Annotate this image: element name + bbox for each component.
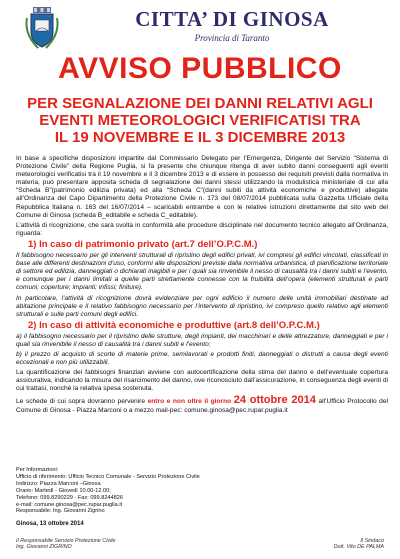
signature-left-name: Ing. Giovanni ZIGRINO [16, 544, 72, 551]
signature-left [16, 538, 186, 551]
city-name: CITTA’ DI GINOSA [135, 7, 329, 31]
subtitle-line: IL 19 NOVEMBRE E IL 3 DICEMBRE 2013 [54, 129, 346, 146]
section-heading-economic: 2) In caso di attività economiche e produttive (art.8 dell’O.P.C.M.) [28, 319, 320, 331]
notice-subtitle [6, 95, 394, 146]
issue-date: Ginosa, 13 ottobre 2014 [16, 521, 84, 527]
deadline-date: 24 ottobre 2014 [233, 393, 316, 406]
deadline-highlight: entro e non oltre il giorno [147, 397, 234, 405]
economic-item-b: b) il prezzo di acquisto di scorte di materie prime, semilavorati e prodotti finiti, danneggiati o distrutti a causa degli eventi eccezionali e non più utilizzabili. [16, 351, 388, 367]
deadline-submission: all’Ufficio Protocollo del Comune di Ginosa - Piazza Marconi o a mezzo mail-pec: comune.ginosa@pec.rupar.puglia.it [16, 397, 388, 414]
info-heading: Per Informazioni: [16, 467, 59, 473]
deadline-text: Le schede di cui sopra dovranno pervenire [16, 397, 148, 405]
section-heading-private: 1) In caso di patrimonio privato (art.7 dell’O.P.C.M.) [28, 238, 258, 250]
notice-title: AVVISO PUBBLICO [58, 52, 342, 85]
info-line: Orario: Martedì - Giovedì 10.00-12.00; [16, 487, 111, 494]
notice-body [16, 155, 388, 417]
signature-right-title: Il Sindaco [360, 538, 384, 544]
coat-of-arms-icon [24, 6, 60, 50]
scope-paragraph: L’attività di ricognizione, che sarà svolta in conformità alle procedure disciplinate nel documento tecnico allegato all’Ordinanza, riguarda: [16, 221, 388, 237]
deadline-paragraph [16, 393, 388, 415]
info-line: Responsabile: Ing. Giovanni Zigrino [16, 508, 105, 515]
info-line: Indirizzo: Piazza Marconi –Ginosa [16, 480, 101, 487]
signature-right [300, 538, 384, 551]
private-needs-paragraph: Il fabbisogno necessario per gli interventi strutturali di ripristino degli edifici privati, ivi compresi gli edifici vincolati, classificati in base alle differenti destinazioni d’uso, conformi alle disposizioni previste dalla normativa urbanistica, di pianificazione territoriale di settore ed edilizia, danneggiati o dichiarati inagibili e per i quali sia rinvenibile il nesso di causalità tra i danni subiti e l’evento, e comunque per i danni limitati a quelle parti strettamente connesse con la fruibilità dell’opera (elementi strutturali e parti comuni; coperture; impianti; infissi; finiture). [16, 252, 388, 292]
signature-left-title: Il Responsabile Servizio Protezione Civile [16, 538, 116, 544]
province-name: Provincia di Taranto [194, 33, 270, 43]
intro-paragraph: In base a specifiche disposizioni impartite dal Commissario Delegato per l’Emergenza, Dirigente del Servizio “Sistema di Protezione Civile” della Regione Puglia, si fa presente che chiunque ritenga di aver subito danni conseguenti agli eventi meteorologici verificatisi tra il 19 novembre e il 3 dicembre 2013 e di essere in possesso dei requisiti previsti dalla normativa in materia, può presentare apposita scheda di segnalazione dei danni stessi utilizzando la modulistica ministeriale di cui alla “Scheda B”(patrimonio edilizia privata) ed alla “Scheda C”(danni subiti da attività economiche e produttive) allegate all’Ordinanza del Capo Dipartimento della Protezione Civile n. 173 del 08/07/2014 pubblicata sulla Gazzetta Ufficiale della Repubblica Italiana n. 163 del 16/07/2014 – scaricabili entrambe e con le relative istruzioni direttamente dal sito web del Comune di Ginosa (scheda B_editabile e scheda C_editabile). [16, 155, 388, 219]
quantification-paragraph: La quantificazione dei fabbisogni finanziari avviene con autocertificazione della stima del danno e dell’eventuale copertura assicurativa, indicando la misura del risarcimento del danno, ove riconosciuto dall’assicurazione, in conseguenza degli eventi di cui trattasi, nonché la relativa spesa sostenuta. [16, 369, 388, 393]
private-detail-paragraph: In particolare, l’attività di ricognizione dovrà evidenziare per ogni edificio il numero delle unità immobiliari destinate ad abitazione principale e il relativo fabbisogno necessario per l’intervento di ripristino, ivi compreso quello relativo agli elementi strutturali e sulle parti comuni degli edifici. [16, 294, 388, 318]
info-email: e-mail: comune.ginosa@pec.rupar.puglia.it [16, 501, 123, 508]
signature-right-name: Dott. Vito DE PALMA [333, 544, 384, 551]
economic-item-a: a) il fabbisogno necessario per il ripristino delle strutture, degli impianti, dei macchinari e delle attrezzature, danneggiati e per i quali sia rinvenibile il nesso di causalità tra i danni subiti e l’evento; [16, 332, 388, 348]
subtitle-line: EVENTI METEOROLOGICI VERIFICATISI TRA [39, 112, 361, 129]
contact-info [16, 467, 316, 515]
info-line: Ufficio di riferimento: Ufficio Tecnico Comunale - Servizio Protezione Civile [16, 473, 200, 480]
subtitle-line: PER SEGNALAZIONE DEI DANNI RELATIVI AGLI [27, 95, 373, 112]
info-line: Telefono: 099.8290229 - Fax: 099.8244826 [16, 494, 123, 501]
